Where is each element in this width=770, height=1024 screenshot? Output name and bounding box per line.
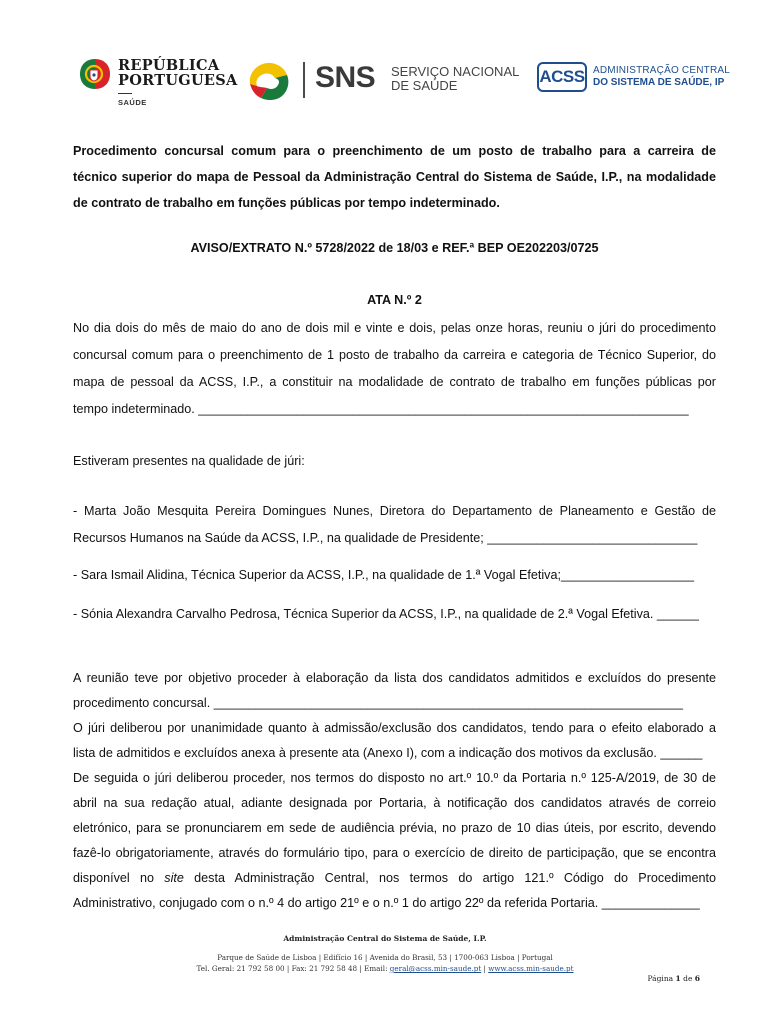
title-line: de contrato de trabalho em funções públicas por tempo indeterminado. <box>73 196 500 210</box>
jury-member-first-vogal: - Sara Ismail Alidina, Técnica Superior da ACSS, I.P., na qualidade de 1.ª Vogal Efetiva;___________________ <box>73 568 695 582</box>
sns-divider <box>303 62 305 98</box>
paragraph-line: A reunião teve por objetivo proceder à elaboração da lista dos candidatos admitidos e excluídos do presente <box>73 671 716 685</box>
page-label: Página <box>647 974 674 983</box>
opening-paragraph <box>73 315 716 423</box>
sns-full-name <box>391 65 519 93</box>
title-line: técnico superior do mapa de Pessoal da Administração Central do Sistema de Saúde, I.P., na modalidade <box>73 170 716 184</box>
paragraph-line: concursal comum para o preenchimento de 1 posto de trabalho da carreira e categoria de Técnico Superior, do <box>73 348 716 362</box>
republica-portuguesa-wordmark <box>118 58 238 88</box>
paragraph-line: tempo indeterminado. ______________________________________________________________________ <box>73 402 689 416</box>
contact-phones: Tel. Geral: 21 792 58 00 | Fax: 21 792 58 48 | Email: <box>196 964 390 973</box>
acss-name-line1: ADMINISTRAÇÃO CENTRAL <box>593 65 730 76</box>
acss-wordmark: ACSS <box>537 62 587 92</box>
portuguesa-line: PORTUGUESA <box>118 72 238 89</box>
jury-intro: Estiveram presentes na qualidade de júri: <box>73 454 305 468</box>
sns-emblem-icon <box>245 58 293 102</box>
jury-member-second-vogal: - Sónia Alexandra Carvalho Pedrosa, Técnica Superior da ACSS, I.P., na qualidade de 2.ª Vogal Efetiva. ______ <box>73 607 699 621</box>
paragraph-line: abril na sua redação atual, adiante designada por Portaria, à notificação dos candidatos através de correio <box>73 796 716 810</box>
page-number <box>630 974 700 983</box>
site-italic: site <box>164 871 184 885</box>
line-suffix: desta Administração Central, nos termos do artigo 121.º Código do Procedimento <box>183 871 716 885</box>
paragraph-line: lista de admitidos e excluídos anexa à presente ata (Anexo I), com a indicação dos motivos da exclusão. ______ <box>73 746 703 760</box>
paragraph-line: procedimento concursal. ___________________________________________________________________ <box>73 696 683 710</box>
deliberation-paragraph <box>73 666 716 916</box>
page-of: de <box>683 974 693 983</box>
sns-logo <box>245 58 520 102</box>
footer-organization: Administração Central do Sistema de Saúde, I.P. <box>283 934 487 943</box>
paragraph-line: mapa de pessoal da ACSS, I.P., a constituir na modalidade de contrato de trabalho em funções públicas por <box>73 375 716 389</box>
sns-name-line2: DE SAÚDE <box>391 78 458 93</box>
page-total: 6 <box>694 974 700 983</box>
sns-wordmark: SNS <box>315 61 376 94</box>
email-link[interactable]: geral@acss.min-saude.pt <box>389 964 482 973</box>
page-current: 1 <box>675 974 681 983</box>
line-prefix: disponível no <box>73 871 165 885</box>
sns-name-line1: SERVIÇO NACIONAL <box>391 64 520 79</box>
footer-address: Parque de Saúde de Lisboa | Edifício 16 | Avenida do Brasil, 53 | 1700-063 Lisboa | Portugal <box>217 953 553 962</box>
republica-line: REPÚBLICA <box>118 57 220 74</box>
ata-number: ATA N.º 2 <box>367 293 422 307</box>
paragraph-line: Recursos Humanos na Saúde da ACSS, I.P., na qualidade de Presidente; ______________________________ <box>73 531 698 545</box>
paragraph-line: O júri deliberou por unanimidade quanto à admissão/exclusão dos candidatos, tendo para o efeito elaborado a <box>73 721 716 735</box>
saude-label: SAÚDE <box>118 98 147 107</box>
footer-contact <box>0 963 770 974</box>
paragraph-line: - Marta João Mesquita Pereira Domingues Nunes, Diretora do Departamento de Planeamento e Gestão de <box>73 504 716 518</box>
paragraph-line: eletrónico, para se pronunciarem em sede de audiência prévia, no prazo de 10 dias úteis, por escrito, devendo <box>73 821 716 835</box>
title-line: Procedimento concursal comum para o preenchimento de um posto de trabalho para a carreira de <box>73 144 716 158</box>
paragraph-line: De seguida o júri deliberou proceder, nos termos do disposto no art.º 10.º da Portaria n.º 125-A/2019, de 30 de <box>73 771 716 785</box>
jury-member-president <box>73 498 716 552</box>
portuguese-flag-emblem-icon <box>78 57 112 91</box>
paragraph-line: No dia dois do mês de maio do ano de dois mil e vinte e dois, pelas onze horas, reuniu o júri do procedimento <box>73 321 716 335</box>
document-title <box>73 138 716 216</box>
paragraph-line: fazê-lo obrigatoriamente, através do formulário tipo, para o exercício de direito de participação, que se encontra <box>73 846 716 860</box>
acss-name-line2: DO SISTEMA DE SAÚDE, IP <box>593 77 725 88</box>
contact-separator: | <box>481 964 489 973</box>
acss-full-name <box>593 65 730 89</box>
republica-portuguesa-logo <box>78 55 238 111</box>
website-link[interactable]: www.acss.min-saude.pt <box>488 964 574 973</box>
paragraph-line <box>73 866 716 891</box>
logo-divider <box>118 93 132 94</box>
acss-logo <box>537 62 730 94</box>
aviso-reference: AVISO/EXTRATO N.º 5728/2022 de 18/03 e REF.ª BEP OE202203/0725 <box>190 241 599 255</box>
paragraph-line: Administrativo, conjugado com o n.º 4 do artigo 21º e o n.º 1 do artigo 22º da referida Portaria. ______________ <box>73 896 700 910</box>
